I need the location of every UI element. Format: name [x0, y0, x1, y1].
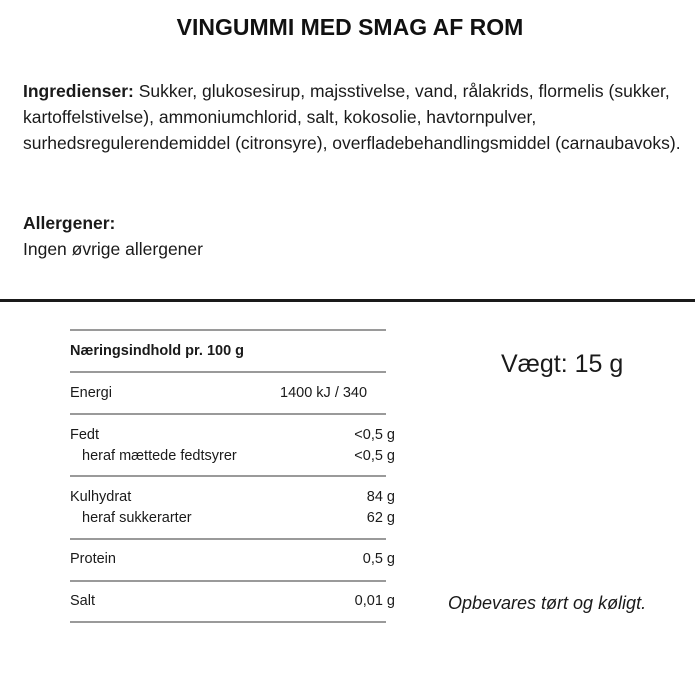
ingredients-text: Sukker, glukosesirup, majsstivelse, vand, rålakrids, flormelis (sukker, kartoffelstivelse), ammoniumchlorid, salt, kokosolie, havtornpulver, surhedsregulerendemiddel (citronsyre), overfladebehandlingsmiddel (carnaubavoks).: [23, 81, 681, 153]
net-weight: Vægt: 15 g: [501, 350, 624, 378]
sugars-label: heraf sukkerarter: [82, 510, 192, 526]
energy-label: Energi: [70, 385, 112, 401]
protein-label: Protein: [70, 551, 116, 567]
allergens-label: Allergener:: [23, 213, 116, 233]
table-rule: [70, 621, 386, 623]
table-rule: [70, 413, 386, 415]
carbohydrate-value: 84 g: [366, 489, 395, 505]
ingredients-label: Ingredienser:: [23, 81, 134, 101]
salt-value: 0,01 g: [354, 593, 395, 609]
ingredients-section: [23, 78, 693, 156]
nutrition-header: Næringsindhold pr. 100 g: [70, 343, 245, 359]
saturated-fat-value: <0,5 g: [354, 448, 395, 464]
table-rule: [70, 475, 386, 477]
table-rule: [70, 538, 386, 540]
table-rule: [70, 580, 386, 582]
table-rule: [70, 371, 386, 373]
allergens-text: Ingen øvrige allergener: [23, 239, 203, 259]
protein-value: 0,5 g: [362, 551, 395, 567]
fat-label: Fedt: [70, 427, 100, 443]
salt-label: Salt: [70, 593, 95, 609]
table-rule: [70, 329, 386, 331]
fat-value: <0,5 g: [354, 427, 395, 443]
carbohydrate-label: Kulhydrat: [70, 489, 132, 505]
storage-instructions: Opbevares tørt og køligt.: [448, 593, 647, 613]
saturated-fat-label: heraf mættede fedtsyrer: [82, 448, 237, 464]
section-divider: [0, 299, 695, 302]
sugars-value: 62 g: [366, 510, 395, 526]
energy-value: 1400 kJ / 340: [280, 385, 368, 401]
product-title: VINGUMMI MED SMAG AF ROM: [176, 14, 524, 40]
